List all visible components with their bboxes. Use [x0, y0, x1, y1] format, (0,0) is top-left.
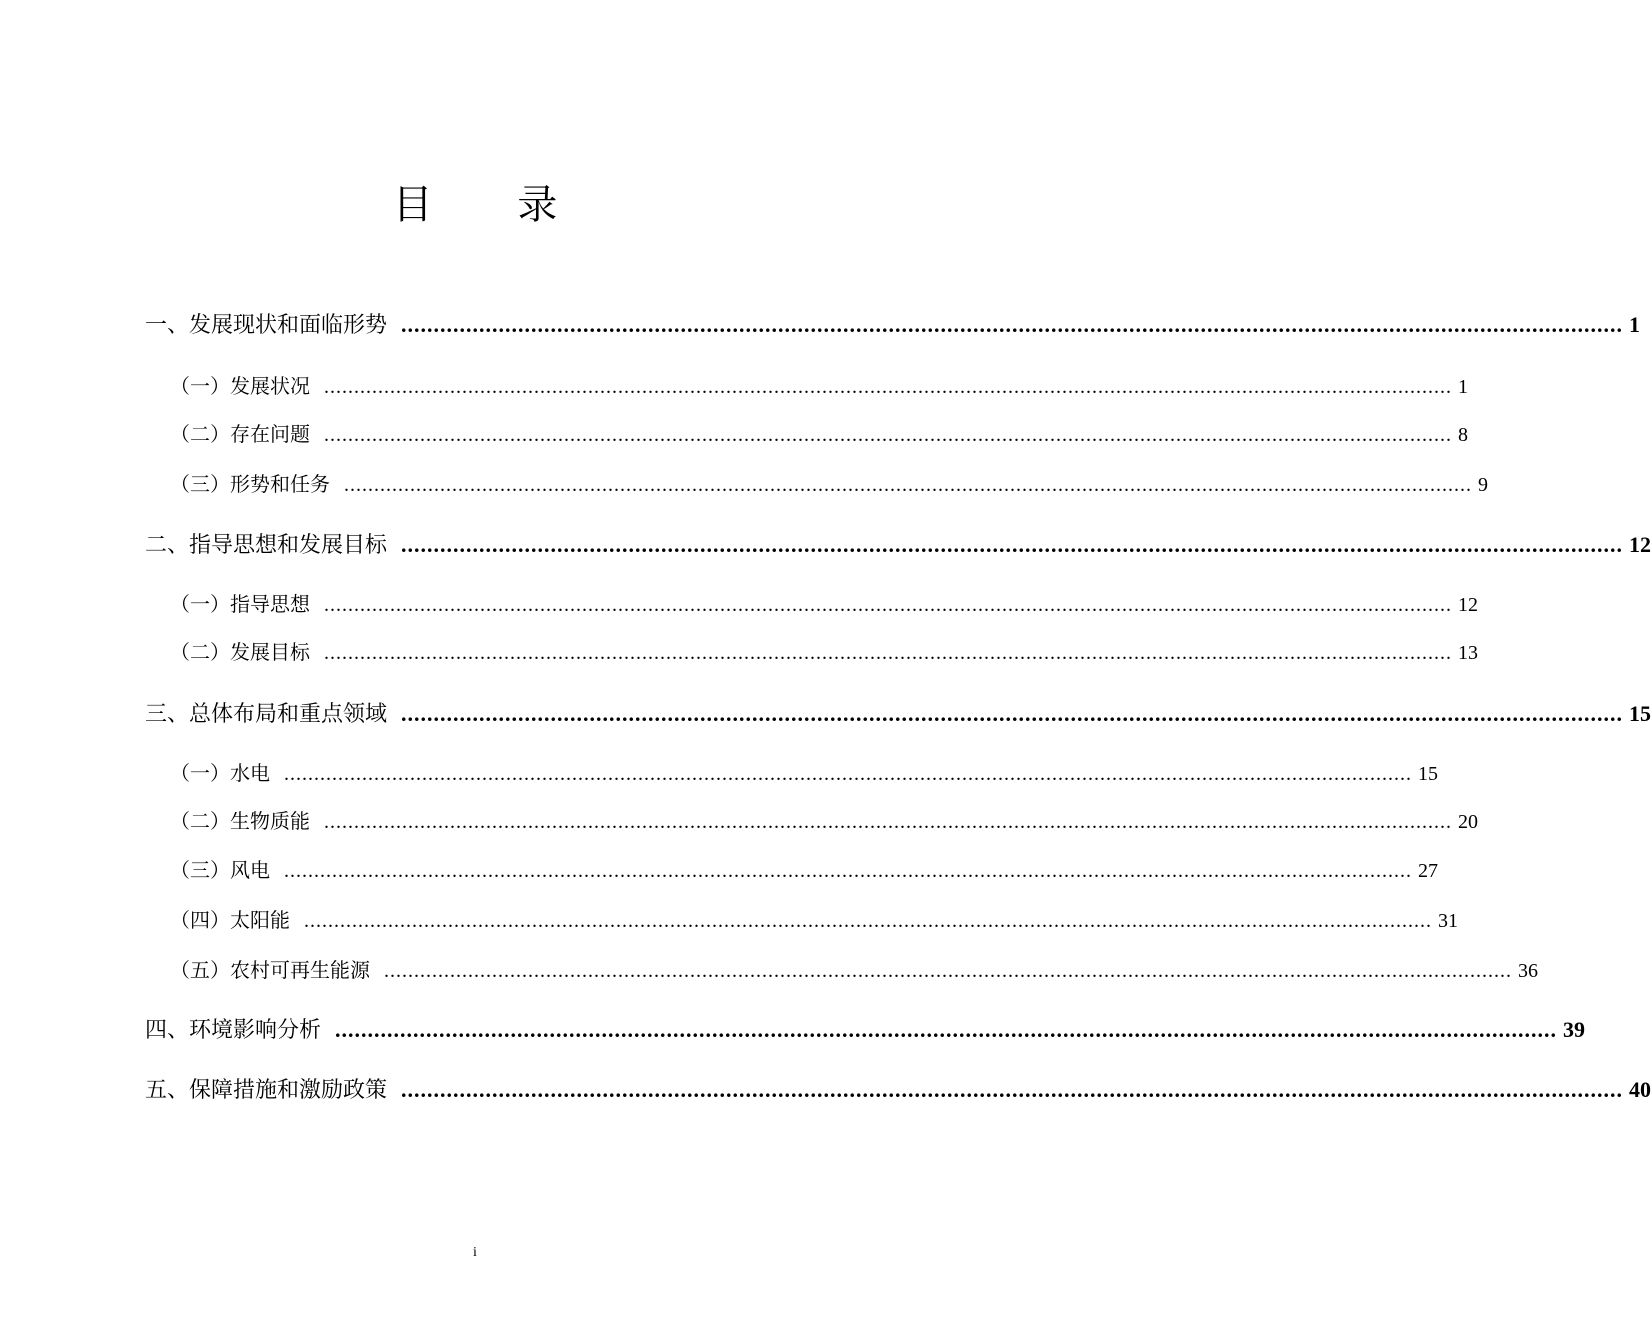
toc-leader-dots: ............................................................................................................................................................................................ — [284, 860, 1412, 882]
toc-entry[interactable] — [170, 956, 1538, 985]
toc-page-number: 40 — [1629, 1077, 1651, 1102]
page-footer-number: i — [473, 1245, 477, 1260]
toc-page-number: 36 — [1518, 960, 1538, 982]
toc-page-number: 15 — [1629, 701, 1651, 726]
toc-leader-dots: ............................................................................................................................................................................................ — [401, 701, 1624, 726]
toc-leader-dots: ............................................................................................................................................................................................ — [401, 1077, 1624, 1102]
toc-entry-label: （三）形势和任务 — [170, 472, 330, 496]
toc-entry[interactable] — [170, 420, 1468, 449]
toc-entry-label: （一）水电 — [170, 761, 270, 785]
toc-entry[interactable] — [145, 530, 1651, 561]
toc-page-number: 9 — [1478, 474, 1488, 496]
toc-page-number: 13 — [1458, 642, 1478, 664]
toc-page-number: 15 — [1418, 763, 1438, 785]
toc-entry-label: （一）指导思想 — [170, 592, 310, 616]
toc-entry[interactable] — [170, 470, 1488, 499]
toc-page-number: 27 — [1418, 860, 1438, 882]
toc-entry-label: 二、指导思想和发展目标 — [145, 533, 388, 558]
toc-entry-label: 一、发展现状和面临形势 — [145, 313, 388, 338]
toc-entry-label: （五）农村可再生能源 — [170, 958, 370, 982]
toc-leader-dots: ............................................................................................................................................................................................ — [384, 960, 1512, 982]
toc-entry[interactable] — [170, 807, 1478, 836]
toc-leader-dots: ............................................................................................................................................................................................ — [401, 312, 1624, 337]
toc-page-number: 20 — [1458, 811, 1478, 833]
toc-page-number: 39 — [1563, 1017, 1586, 1042]
toc-leader-dots: ............................................................................................................................................................................................ — [324, 594, 1452, 616]
toc-entry-label: （四）太阳能 — [170, 908, 290, 932]
toc-leader-dots: ............................................................................................................................................................................................ — [324, 811, 1452, 833]
toc-leader-dots: ............................................................................................................................................................................................ — [324, 424, 1452, 446]
toc-leader-dots: ............................................................................................................................................................................................ — [335, 1017, 1558, 1042]
toc-leader-dots: ............................................................................................................................................................................................ — [304, 910, 1432, 932]
toc-entry-label: （二）存在问题 — [170, 422, 310, 446]
toc-entry-label: （三）风电 — [170, 858, 270, 882]
toc-leader-dots: ............................................................................................................................................................................................ — [324, 642, 1452, 664]
toc-entry[interactable] — [145, 1015, 1586, 1046]
toc-leader-dots: ............................................................................................................................................................................................ — [324, 376, 1452, 398]
toc-entry[interactable] — [170, 759, 1438, 788]
toc-entry[interactable] — [170, 638, 1478, 667]
toc-entry-label: （二）发展目标 — [170, 640, 310, 664]
toc-page-number: 8 — [1458, 424, 1468, 446]
toc-entry-label: 四、环境影响分析 — [145, 1018, 322, 1043]
toc-leader-dots: ............................................................................................................................................................................................ — [401, 532, 1624, 557]
toc-entry[interactable] — [170, 372, 1468, 401]
toc-entry-label: （一）发展状况 — [170, 374, 310, 398]
toc-page-number: 12 — [1629, 532, 1651, 557]
toc-page-number: 12 — [1458, 594, 1478, 616]
toc-leader-dots: ............................................................................................................................................................................................ — [344, 474, 1472, 496]
toc-entry[interactable] — [145, 699, 1651, 730]
toc-entry[interactable] — [170, 590, 1478, 619]
toc-page-number: 1 — [1629, 312, 1641, 337]
page-title: 目 录 — [392, 182, 594, 228]
toc-page-number: 1 — [1458, 376, 1468, 398]
toc-entry[interactable] — [170, 906, 1458, 935]
toc-entry[interactable] — [145, 310, 1641, 341]
toc-entry-label: 三、总体布局和重点领域 — [145, 702, 388, 727]
toc-leader-dots: ............................................................................................................................................................................................ — [284, 763, 1412, 785]
toc-entry-label: （二）生物质能 — [170, 809, 310, 833]
toc-entry-label: 五、保障措施和激励政策 — [145, 1078, 388, 1103]
toc-entry[interactable] — [170, 856, 1438, 885]
toc-entry[interactable] — [145, 1075, 1651, 1106]
toc-page-number: 31 — [1438, 910, 1458, 932]
